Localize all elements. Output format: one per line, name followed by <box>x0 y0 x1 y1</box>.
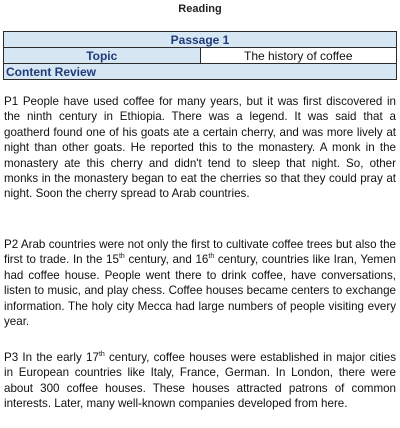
paragraph-3-part-b: century, coffee houses were established in major cities in European countries like Italy, France, German. In London, there were about 300 coffee houses. These houses attracted patrons of common interests. Later, many well-known companies developed from here. <box>4 351 396 411</box>
content-review-row <box>4 64 397 80</box>
ordinal-suffix: th <box>98 351 105 359</box>
paragraph-2-part-a: P2 Arab countries were not only the first to cultivate coffee trees but also the first to trade. In the 15 <box>4 238 396 267</box>
passage-title-row <box>4 32 397 48</box>
paragraph-2-part-b: century, and 16 <box>124 253 209 267</box>
passage-info-table <box>3 31 397 80</box>
ordinal-suffix: th <box>118 253 125 261</box>
topic-label: Topic <box>4 48 201 64</box>
topic-row <box>4 48 397 64</box>
paragraph-2 <box>4 237 396 329</box>
paragraph-2-part-c: century, countries like Iran, Yemen had coffee house. People went there to drink coffee, have conversations, listen to music, and play chess. Coffee houses became centers to exchange information. The holy city Mecca had large numbers of people visiting every year. <box>4 253 396 329</box>
paragraph-1: P1 People have used coffee for many years, but it was first discovered in the ninth century in Ethiopia. There was a legend. It was said that a goatherd found one of his goats ate a certain cherry, and was more lively at night than other goats. He reported this to the monastery. A monk in the monastery ate this cherry and didn't tend to sleep that night. So, other monks in the monastery began to eat the cherries so that they could pray at night. Soon the cherry spread to Arab countries. <box>4 95 396 201</box>
paragraph-3-part-a: P3 In the early 17 <box>4 351 99 364</box>
topic-value: The history of coffee <box>200 48 397 64</box>
page-heading: Reading <box>178 3 222 15</box>
content-review-label: Content Review <box>4 64 397 80</box>
ordinal-suffix: th <box>208 253 215 261</box>
paragraph-3 <box>4 350 396 412</box>
passage-title: Passage 1 <box>4 32 397 48</box>
